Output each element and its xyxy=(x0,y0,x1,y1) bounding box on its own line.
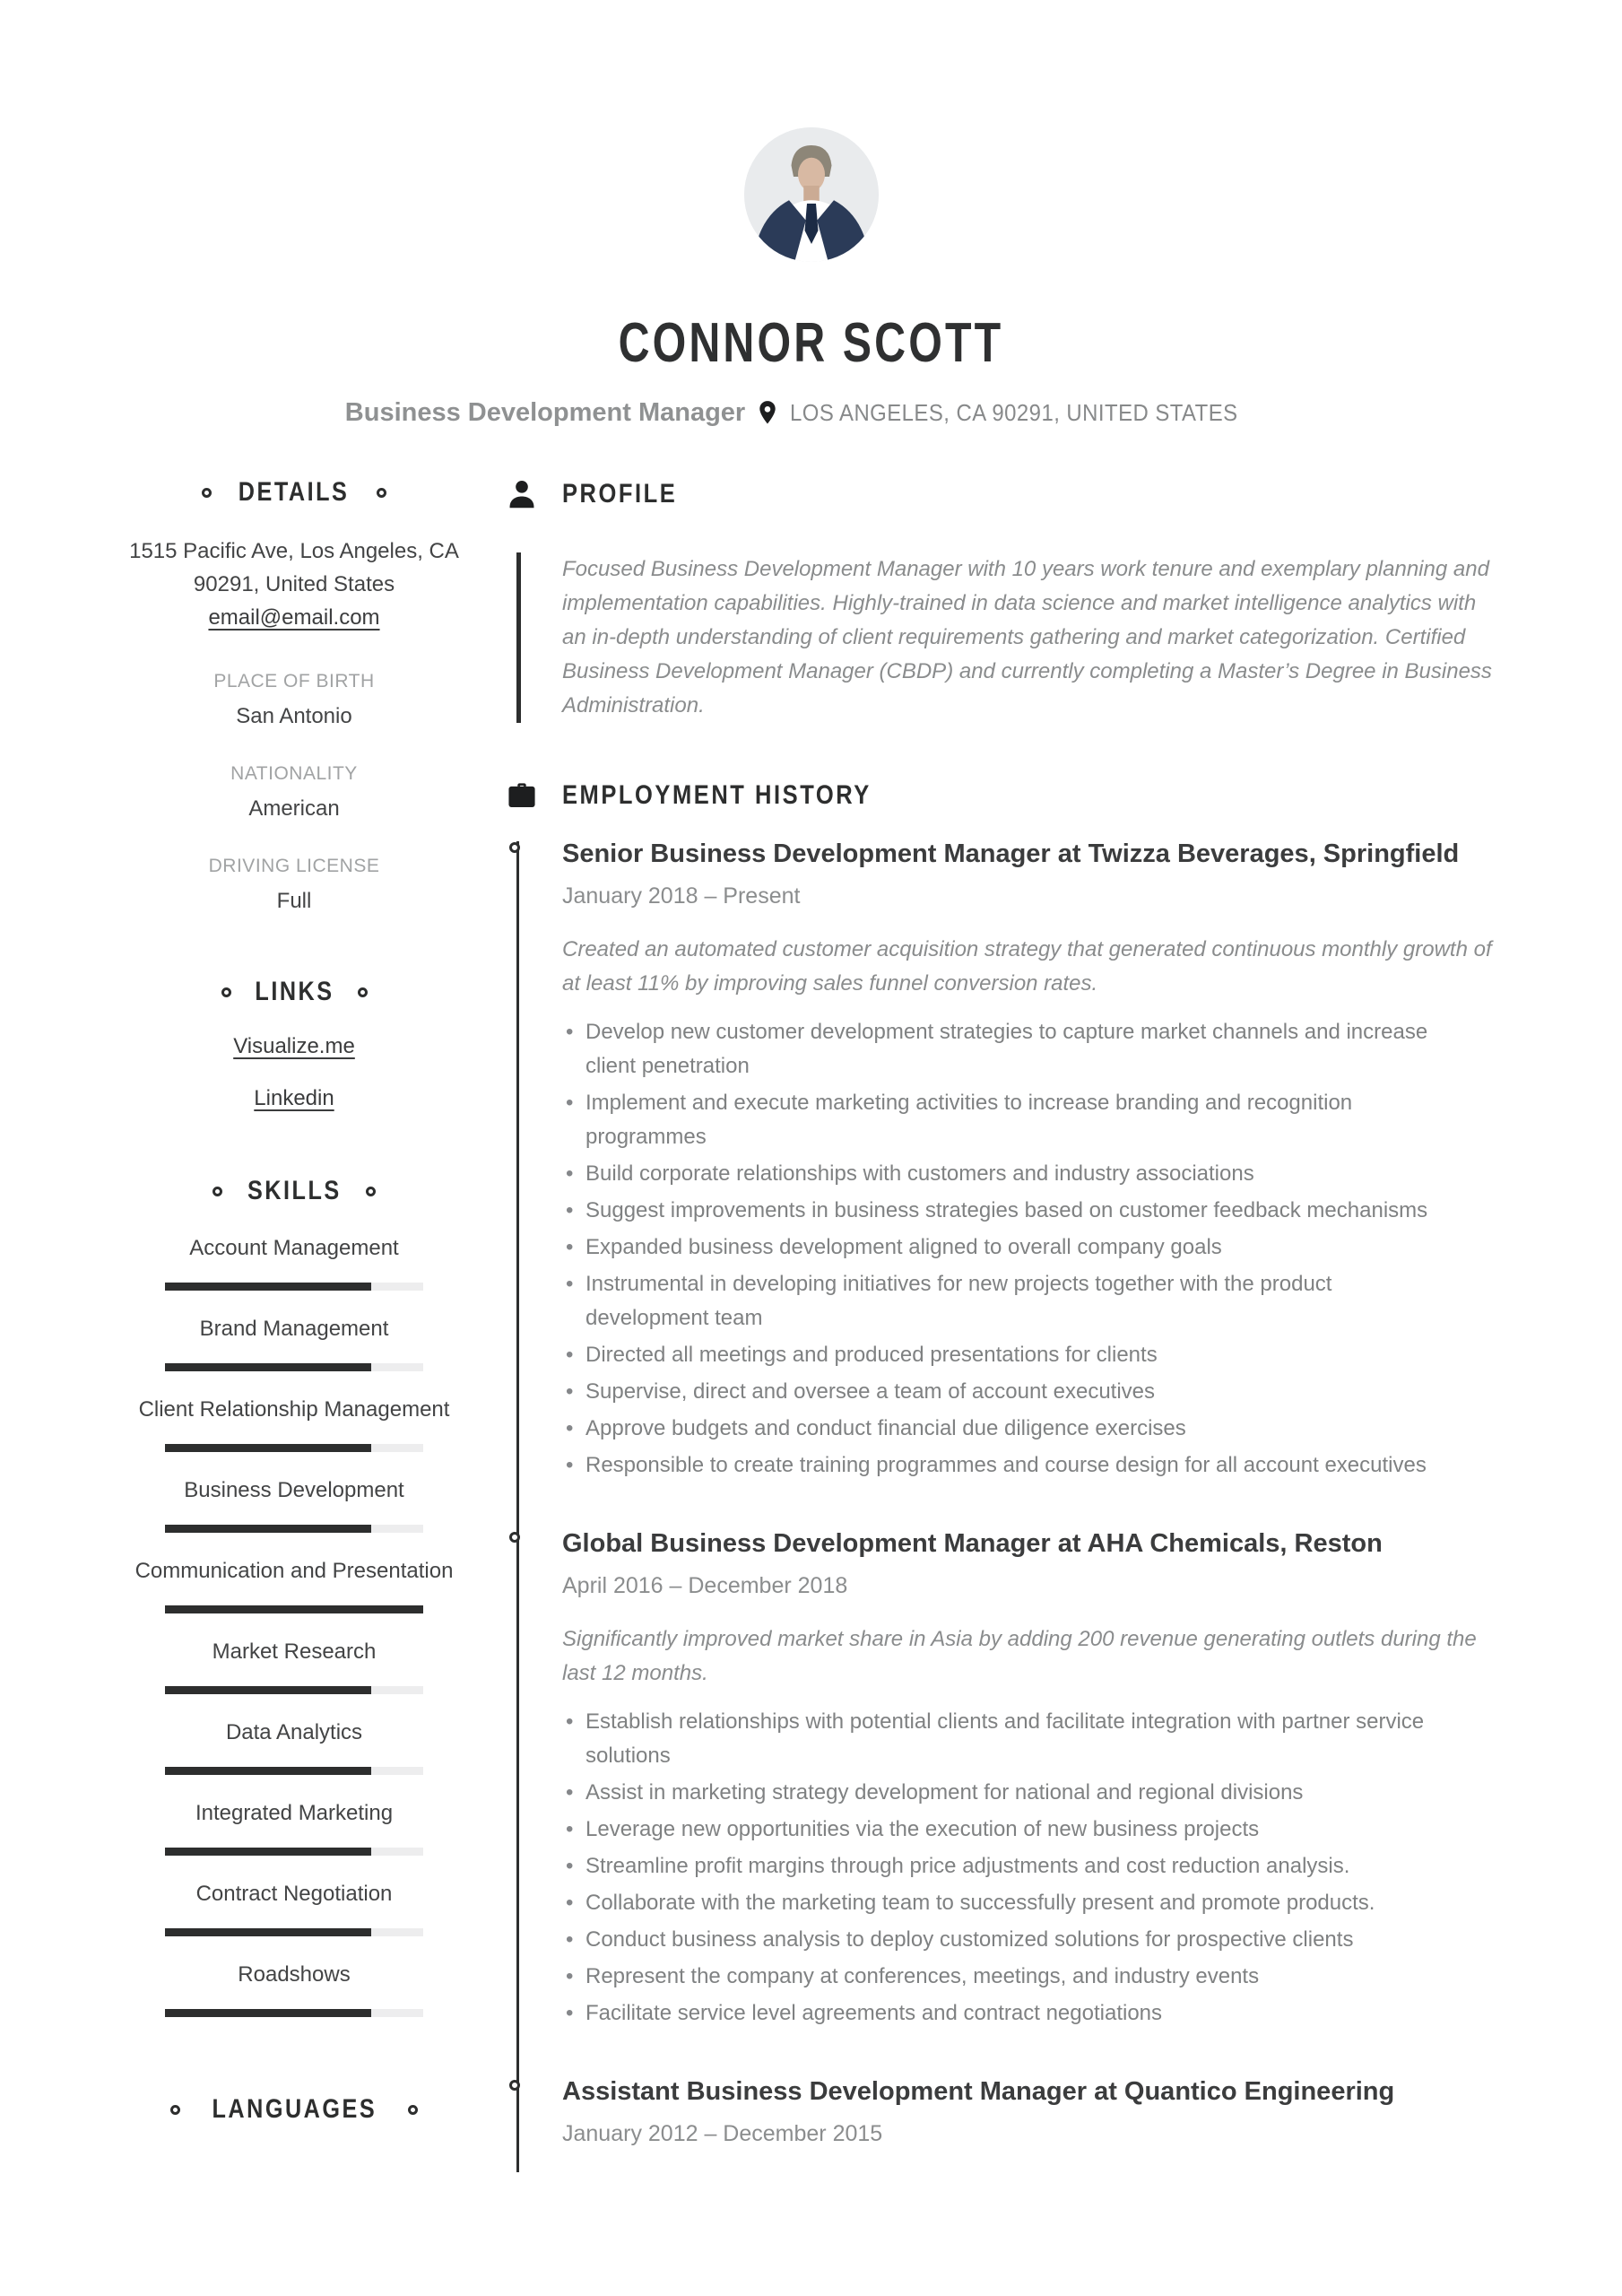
person-icon xyxy=(505,477,539,511)
job-bullet: • Conduct business analysis to deploy customized solutions for prospective clients xyxy=(585,1923,1454,1957)
skill-bar-fill xyxy=(165,1283,371,1291)
skill-bar-fill xyxy=(165,1525,371,1533)
link-item xyxy=(91,1034,497,1059)
employment-header xyxy=(505,778,1510,813)
field-value: Full xyxy=(276,889,312,913)
skill-bar-fill xyxy=(165,2009,371,2017)
job-entry xyxy=(505,836,1510,1483)
job-bullet: • Develop new customer development strategies to capture market channels and increase client penetration xyxy=(585,1015,1454,1083)
field-value: American xyxy=(248,796,340,821)
links-section xyxy=(91,977,497,1111)
field-label: DRIVING LICENSE xyxy=(208,856,380,876)
job-bullet: • Streamline profit margins through price adjustments and cost reduction analysis. xyxy=(585,1849,1454,1883)
job-bullet-list xyxy=(562,1015,1454,1483)
linkedin-link[interactable]: Linkedin xyxy=(254,1086,334,1110)
ring-icon xyxy=(377,488,386,498)
skill-item xyxy=(91,1477,497,1533)
employment-section xyxy=(505,778,1510,2147)
job-bullet: • Supervise, direct and oversee a team of account executives xyxy=(585,1375,1454,1409)
avatar xyxy=(744,127,879,262)
resume-header xyxy=(0,127,1622,430)
ring-icon xyxy=(358,987,368,997)
job-title: Assistant Business Development Manager at Quantico Engineering xyxy=(562,2077,1395,2106)
skill-item xyxy=(91,1639,497,1694)
job-dates: January 2012 – December 2015 xyxy=(562,2121,883,2146)
job-dates: April 2016 – December 2018 xyxy=(562,1573,848,1598)
details-section xyxy=(91,477,497,914)
languages-header xyxy=(91,2094,497,2125)
employment-title: EMPLOYMENT HISTORY xyxy=(562,780,872,810)
job-bullet: • Leverage new opportunities via the execution of new business projects xyxy=(585,1813,1454,1847)
ring-icon xyxy=(213,1187,222,1196)
ring-icon xyxy=(366,1187,376,1196)
man-portrait-icon xyxy=(744,127,879,262)
header-location: LOS ANGELES, CA 90291, UNITED STATES xyxy=(790,398,1238,426)
timeline-marker-icon xyxy=(509,842,520,853)
job-bullet: • Build corporate relationships with customers and industry associations xyxy=(585,1157,1454,1191)
job-bullet: • Instrumental in developing initiatives for new projects together with the product development team xyxy=(585,1267,1454,1335)
job-title: Global Business Development Manager at AHA Chemicals, Reston xyxy=(562,1529,1383,1558)
ring-icon xyxy=(170,2105,180,2115)
skill-item xyxy=(91,1881,497,1936)
skill-name: Account Management xyxy=(189,1236,399,1260)
skill-item xyxy=(91,1558,497,1613)
resume-content xyxy=(0,477,1622,2147)
address-line-1: 1515 Pacific Ave, Los Angeles, CA xyxy=(129,539,459,563)
job-bullet-list xyxy=(562,1705,1454,2031)
skill-bar xyxy=(165,1444,423,1452)
ring-icon xyxy=(221,987,231,997)
email-link[interactable]: email@email.com xyxy=(208,605,380,630)
skill-bar xyxy=(165,1525,423,1533)
ring-icon xyxy=(408,2105,418,2115)
field-value: San Antonio xyxy=(236,704,352,728)
job-entry xyxy=(505,1526,1510,2031)
header-job-title: Business Development Manager xyxy=(344,398,746,427)
field-label: NATIONALITY xyxy=(230,763,358,784)
skill-name: Brand Management xyxy=(199,1317,389,1341)
skill-bar xyxy=(165,1686,423,1694)
skill-bar-fill xyxy=(165,1444,371,1452)
job-title: Senior Business Development Manager at Twizza Beverages, Springfield xyxy=(562,839,1460,868)
skill-name: Market Research xyxy=(212,1639,377,1664)
job-bullet: • Approve budgets and conduct financial due diligence exercises xyxy=(585,1412,1454,1446)
skill-bar-fill xyxy=(165,1605,423,1613)
job-bullet: • Facilitate service level agreements and contract negotiations xyxy=(585,1996,1454,2031)
job-bullet: • Represent the company at conferences, meetings, and industry events xyxy=(585,1960,1454,1994)
skill-bar xyxy=(165,1363,423,1371)
skill-item xyxy=(91,1719,497,1775)
profile-title: PROFILE xyxy=(562,479,678,509)
skill-name: Business Development xyxy=(184,1478,404,1502)
skill-bar-fill xyxy=(165,1767,371,1775)
skill-bar-fill xyxy=(165,1848,371,1856)
job-bullet: • Responsible to create training programmes and course design for all account executives xyxy=(585,1448,1454,1483)
location-pin-icon xyxy=(758,400,777,425)
skill-item xyxy=(91,1961,497,2017)
job-bullet: • Directed all meetings and produced presentations for clients xyxy=(585,1338,1454,1372)
skill-name: Client Relationship Management xyxy=(138,1397,450,1422)
profile-body xyxy=(516,552,1510,723)
link-item xyxy=(91,1086,497,1111)
skill-item xyxy=(91,1800,497,1856)
main-column xyxy=(505,477,1510,2147)
employment-timeline xyxy=(505,836,1510,2147)
skill-bar-fill xyxy=(165,1928,371,1936)
skill-item xyxy=(91,1396,497,1452)
links-title: LINKS xyxy=(254,977,334,1006)
field-label: PLACE OF BIRTH xyxy=(213,671,375,691)
job-entry xyxy=(505,2074,1510,2147)
skill-bar xyxy=(165,2009,423,2017)
skill-name: Roadshows xyxy=(238,1962,351,1987)
links-header xyxy=(91,977,497,1007)
skill-bar xyxy=(165,1283,423,1291)
languages-title: LANGUAGES xyxy=(212,2094,377,2124)
address-line-2: 90291, United States xyxy=(193,572,395,596)
profile-text: Focused Business Development Manager with 10 years work tenure and exemplary planning and implementation capabilities. Highly-trained in data science and market intelligence analytics with an in-depth understanding of client requirements gathering and market categorization. Certified Business Development Manager (CBDP) and currently completing a Master’s Degree in Business Administration. xyxy=(562,557,1492,718)
job-bullet: • Assist in marketing strategy development for national and regional divisions xyxy=(585,1776,1454,1810)
briefcase-icon xyxy=(505,778,539,813)
skill-bar xyxy=(165,1605,423,1613)
details-body xyxy=(91,535,497,914)
skill-bar xyxy=(165,1848,423,1856)
timeline-marker-icon xyxy=(509,2080,520,2091)
candidate-name: CONNOR SCOTT xyxy=(618,312,1004,374)
skill-item xyxy=(91,1235,497,1291)
job-bullet: • Collaborate with the marketing team to successfully present and promote products. xyxy=(585,1886,1454,1920)
skills-list xyxy=(91,1235,497,2017)
skill-bar xyxy=(165,1928,423,1936)
skill-name: Data Analytics xyxy=(225,1720,363,1744)
job-bullet: • Suggest improvements in business strategies based on customer feedback mechanisms xyxy=(585,1194,1454,1228)
job-bullet: • Expanded business development aligned to overall company goals xyxy=(585,1231,1454,1265)
skill-item xyxy=(91,1316,497,1371)
job-summary: Created an automated customer acquisition strategy that generated continuous monthly growth of at least 11% by improving sales funnel conversion rates. xyxy=(562,937,1492,996)
skill-bar xyxy=(165,1767,423,1775)
ring-icon xyxy=(202,488,212,498)
skills-section xyxy=(91,1176,497,2017)
job-summary: Significantly improved market share in Asia by adding 200 revenue generating outlets during the last 12 months. xyxy=(562,1627,1477,1685)
profile-section xyxy=(505,477,1510,723)
languages-section xyxy=(91,2094,497,2125)
job-bullet: • Implement and execute marketing activities to increase branding and recognition programmes xyxy=(585,1086,1454,1154)
profile-header xyxy=(505,477,1510,511)
header-subtitle xyxy=(0,395,1622,430)
details-title: DETAILS xyxy=(239,477,350,507)
job-dates: January 2018 – Present xyxy=(562,883,801,909)
skill-name: Contract Negotiation xyxy=(195,1882,393,1906)
skills-header xyxy=(91,1176,497,1206)
timeline-marker-icon xyxy=(509,1532,520,1543)
skill-bar-fill xyxy=(165,1686,371,1694)
details-header xyxy=(91,477,497,508)
sidebar xyxy=(91,477,497,2125)
skill-bar-fill xyxy=(165,1363,371,1371)
skill-name: Communication and Presentation xyxy=(134,1559,454,1583)
visualize-me-link[interactable]: Visualize.me xyxy=(233,1034,355,1058)
email-row xyxy=(91,601,497,637)
skill-name: Integrated Marketing xyxy=(195,1801,394,1825)
job-bullet: • Establish relationships with potential clients and facilitate integration with partner service solutions xyxy=(585,1705,1454,1773)
skills-title: SKILLS xyxy=(247,1176,342,1205)
